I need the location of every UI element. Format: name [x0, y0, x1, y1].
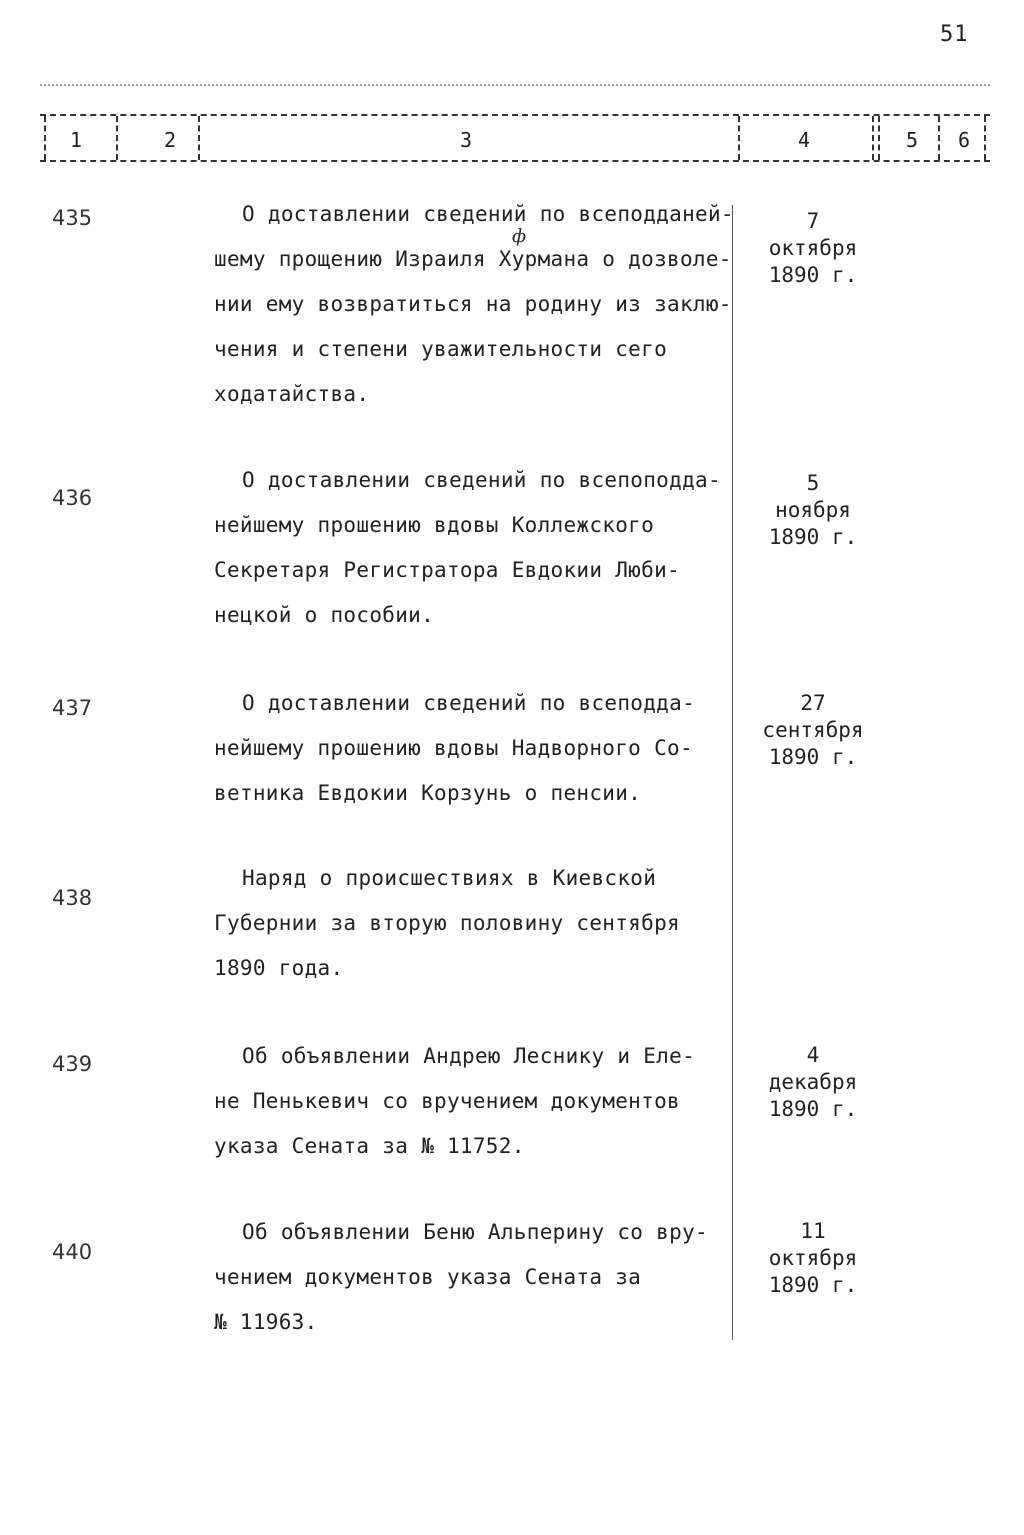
- date-day: 4: [806, 1043, 820, 1067]
- date-day: 5: [806, 471, 820, 495]
- column-separator: [44, 116, 46, 160]
- column-header-4: 4: [798, 128, 811, 152]
- date-year: 1890 г.: [768, 525, 858, 549]
- entry-text: О доставлении сведений по всеподда- нейшему прошению вдовы Надворного Со- ветника Евдокии Корзунь о пенсии.: [214, 691, 696, 805]
- column-header-6: 6: [958, 128, 971, 152]
- entry-text: О доставлении сведений по всеподданей- шему прощению Израиля Хурмана о дозволе- нии ему возвратиться на родину из заклю- чения и степени уважительности сего ходатайства.: [214, 202, 734, 406]
- date-year: 1890 г.: [768, 1097, 858, 1121]
- handwritten-annotation: ф: [512, 226, 527, 247]
- date-year: 1890 г.: [768, 745, 858, 769]
- column-separator: [198, 116, 200, 160]
- column-separator: [872, 116, 874, 160]
- column-separator: [116, 116, 118, 160]
- date-month: декабря: [768, 1070, 858, 1094]
- date-month: ноября: [775, 498, 851, 522]
- dotted-rule: [40, 84, 990, 86]
- entry-text: Наряд о происшествиях в Киевской Губернии за вторую половину сентября 1890 года.: [214, 866, 680, 980]
- entry-date: [738, 208, 888, 289]
- date-month: сентября: [762, 718, 864, 742]
- entry-number: 437: [52, 696, 93, 720]
- entry-date: [738, 1218, 888, 1299]
- column-header-2: 2: [164, 128, 177, 152]
- entry-date: [738, 690, 888, 771]
- header-bottom-line: [40, 160, 990, 162]
- column-header-3: 3: [460, 128, 473, 152]
- column-separator: [938, 116, 940, 160]
- column-header-5: 5: [906, 128, 919, 152]
- date-year: 1890 г.: [768, 1273, 858, 1297]
- entry-number: 435: [52, 206, 93, 230]
- entry-number: 438: [52, 886, 93, 910]
- entry-date: [738, 1042, 888, 1123]
- date-year: 1890 г.: [768, 263, 858, 287]
- entry-text: О доставлении сведений по всепоподда- нейшему прошению вдовы Коллежского Секретаря Регистратора Евдокии Люби- нецкой о пособии.: [214, 468, 721, 627]
- entry-date: [738, 470, 888, 551]
- entry-number: 439: [52, 1052, 93, 1076]
- date-day: 7: [806, 209, 820, 233]
- date-day: 27: [800, 691, 826, 715]
- date-month: октября: [768, 236, 858, 260]
- entry-text: Об объявлении Беню Альперину со вру- чением документов указа Сената за № 11963.: [214, 1220, 708, 1334]
- column-separator: [878, 116, 880, 160]
- entry-number: 436: [52, 486, 93, 510]
- date-day: 11: [800, 1219, 826, 1243]
- column-separator: [984, 116, 986, 160]
- header-top-line: [40, 114, 990, 116]
- date-month: октября: [768, 1246, 858, 1270]
- entry-text: Об объявлении Андрею Леснику и Еле- не Пенькевич со вручением документов указа Сената за № 11752.: [214, 1044, 696, 1158]
- column-header-1: 1: [70, 128, 83, 152]
- entry-number: 440: [52, 1240, 93, 1264]
- column-separator: [738, 116, 740, 160]
- page-number: 51: [940, 22, 969, 47]
